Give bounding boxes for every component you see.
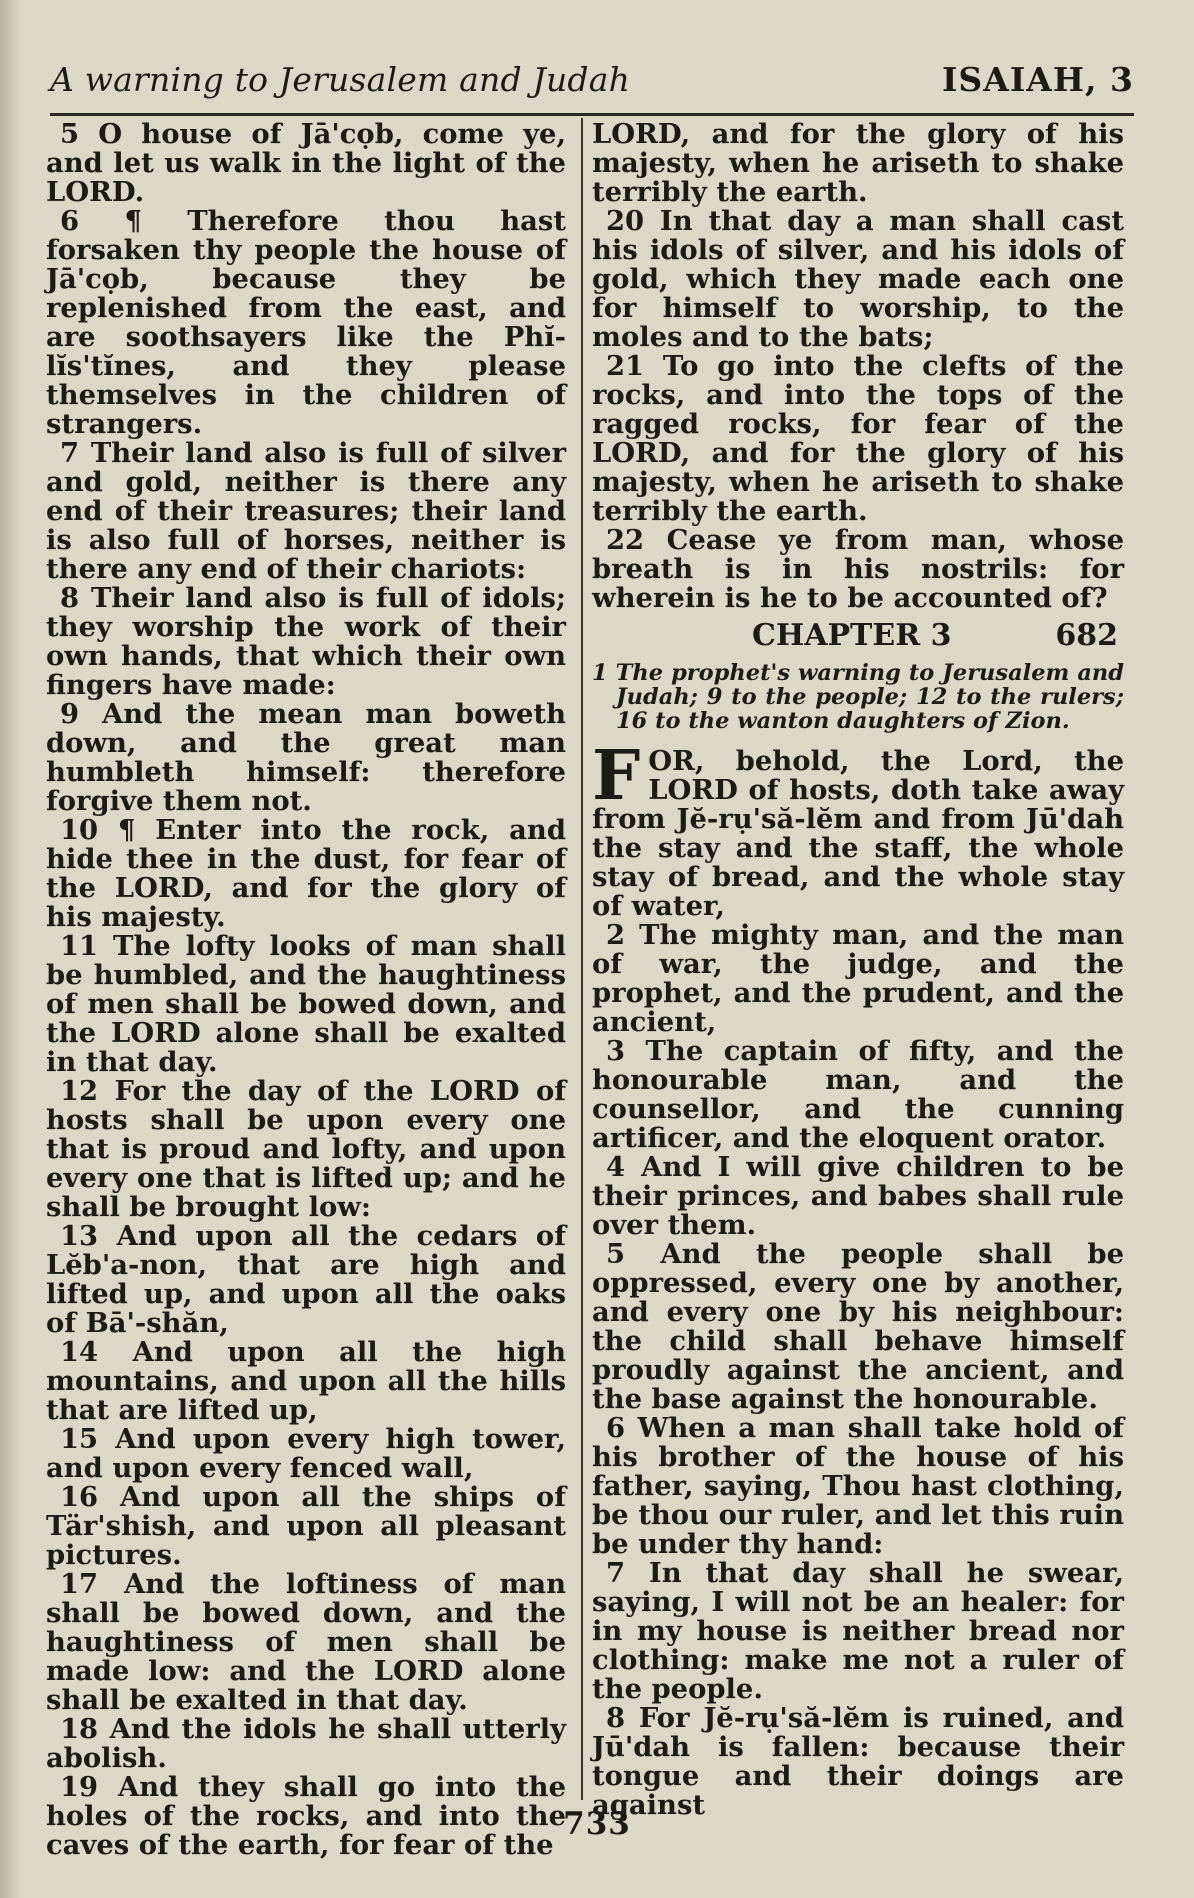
chapter-reference-number: 682 [1055, 618, 1118, 653]
verse-5: 5 O house of Jā'cọb, come ye, and let us walk in the light of the LORD. [46, 118, 566, 208]
page-header [50, 60, 1134, 112]
header-rule [50, 113, 1134, 116]
verse-3: 3 The captain of fifty, and the honourable man, and the counsellor, and the cunning artificer, and the eloquent orator. [592, 1035, 1124, 1154]
right-column [592, 120, 1124, 1820]
verse-8: 8 Their land also is full of idols; they worship the work of their own hands, that which their own fingers have made: [46, 582, 566, 701]
verse-15: 15 And upon every high tower, and upon every fenced wall, [46, 1423, 566, 1484]
verse-1: OR, behold, the Lord, the LORD of hosts, doth take away from Jĕ-rụ'să-lĕm and from Jū'dah the stay and the staff, the whole stay of bread, and the whole stay of water, [592, 745, 1124, 922]
chapter-title: CHAPTER 3 [752, 618, 952, 653]
verse-2: 2 The mighty man, and the man of war, the judge, and the prophet, and the prudent, and the ancient, [592, 919, 1124, 1038]
verse-4: 4 And I will give children to be their princes, and babes shall rule over them. [592, 1151, 1124, 1241]
verse-10: 10 ¶ Enter into the rock, and hide thee in the dust, for fear of the LORD, and for the glory of his majesty. [46, 814, 566, 933]
verse-6-ch3: 6 When a man shall take hold of his brother of the house of his father, saying, Thou hast clothing, be thou our ruler, and let this ruin be under thy hand: [592, 1412, 1124, 1560]
left-column [46, 120, 566, 1860]
verse-6: 6 ¶ Therefore thou hast forsaken thy people the house of Jā'cọb, because they be replenished from the east, and are soothsayers like the Phĭ-lĭs'tĭnes, and they please themselves in the children of strangers. [46, 205, 566, 440]
verse-8-ch3: 8 For Jĕ-rụ'să-lĕm is ruined, and Jū'dah is fallen: because their tongue and their doings are against [592, 1702, 1124, 1821]
verse-18: 18 And the idols he shall utterly abolish. [46, 1713, 566, 1774]
verse-19-continued: LORD, and for the glory of his majesty, when he ariseth to shake terribly the earth. [592, 118, 1124, 208]
verse-14: 14 And upon all the high mountains, and upon all the hills that are lifted up, [46, 1336, 566, 1426]
column-divider [581, 118, 583, 1800]
verse-16: 16 And upon all the ships of Tär'shish, and upon all pleasant pictures. [46, 1481, 566, 1571]
verse-13: 13 And upon all the cedars of Lĕb'a-non, that are high and lifted up, and upon all the oaks of Bā'-shăn, [46, 1220, 566, 1339]
running-title: A warning to Jerusalem and Judah [50, 60, 631, 99]
drop-cap: F [592, 736, 641, 816]
verse-20: 20 In that day a man shall cast his idols of silver, and his idols of gold, which they made each one for himself to worship, to the moles and to the bats; [592, 205, 1124, 353]
verse-21: 21 To go into the clefts of the rocks, and into the tops of the ragged rocks, for fear of the LORD, and for the glory of his majesty, when he ariseth to shake terribly the earth. [592, 350, 1124, 527]
verse-9: 9 And the mean man boweth down, and the great man humbleth himself: therefore forgive them not. [46, 698, 566, 817]
verse-19: 19 And they shall go into the holes of the rocks, and into the caves of the earth, for fear of the [46, 1771, 566, 1861]
verse-11: 11 The lofty looks of man shall be humbled, and the haughtiness of men shall be bowed down, and the LORD alone shall be exalted in that day. [46, 930, 566, 1078]
verse-7: 7 Their land also is full of silver and gold, neither is there any end of their treasures; their land is also full of horses, neither is there any end of their chariots: [46, 437, 566, 585]
verse-7-ch3: 7 In that day shall he swear, saying, I will not be an healer: for in my house is neither bread nor clothing: make me not a ruler of the people. [592, 1557, 1124, 1705]
book-chapter-label: ISAIAH, 3 [941, 60, 1134, 99]
verse-12: 12 For the day of the LORD of hosts shall be upon every one that is proud and lofty, and upon every one that is lifted up; and he shall be brought low: [46, 1075, 566, 1223]
chapter-heading [592, 618, 1124, 655]
verse-5-ch3: 5 And the people shall be oppressed, every one by another, and every one by his neighbour: the child shall behave himself proudly against the ancient, and the base against the honourable. [592, 1238, 1124, 1415]
chapter-opening [592, 736, 1124, 922]
verse-22: 22 Cease ye from man, whose breath is in his nostrils: for wherein is he to be accounted of? [592, 524, 1124, 614]
chapter-summary: 1 The prophet's warning to Jerusalem and Judah; 9 to the people; 12 to the rulers; 16 to the wanton daughters of Zion. [592, 660, 1124, 734]
verse-17: 17 And the loftiness of man shall be bowed down, and the haughtiness of men shall be made low: and the LORD alone shall be exalted in that day. [46, 1568, 566, 1716]
page-number: 733 [563, 1806, 631, 1842]
